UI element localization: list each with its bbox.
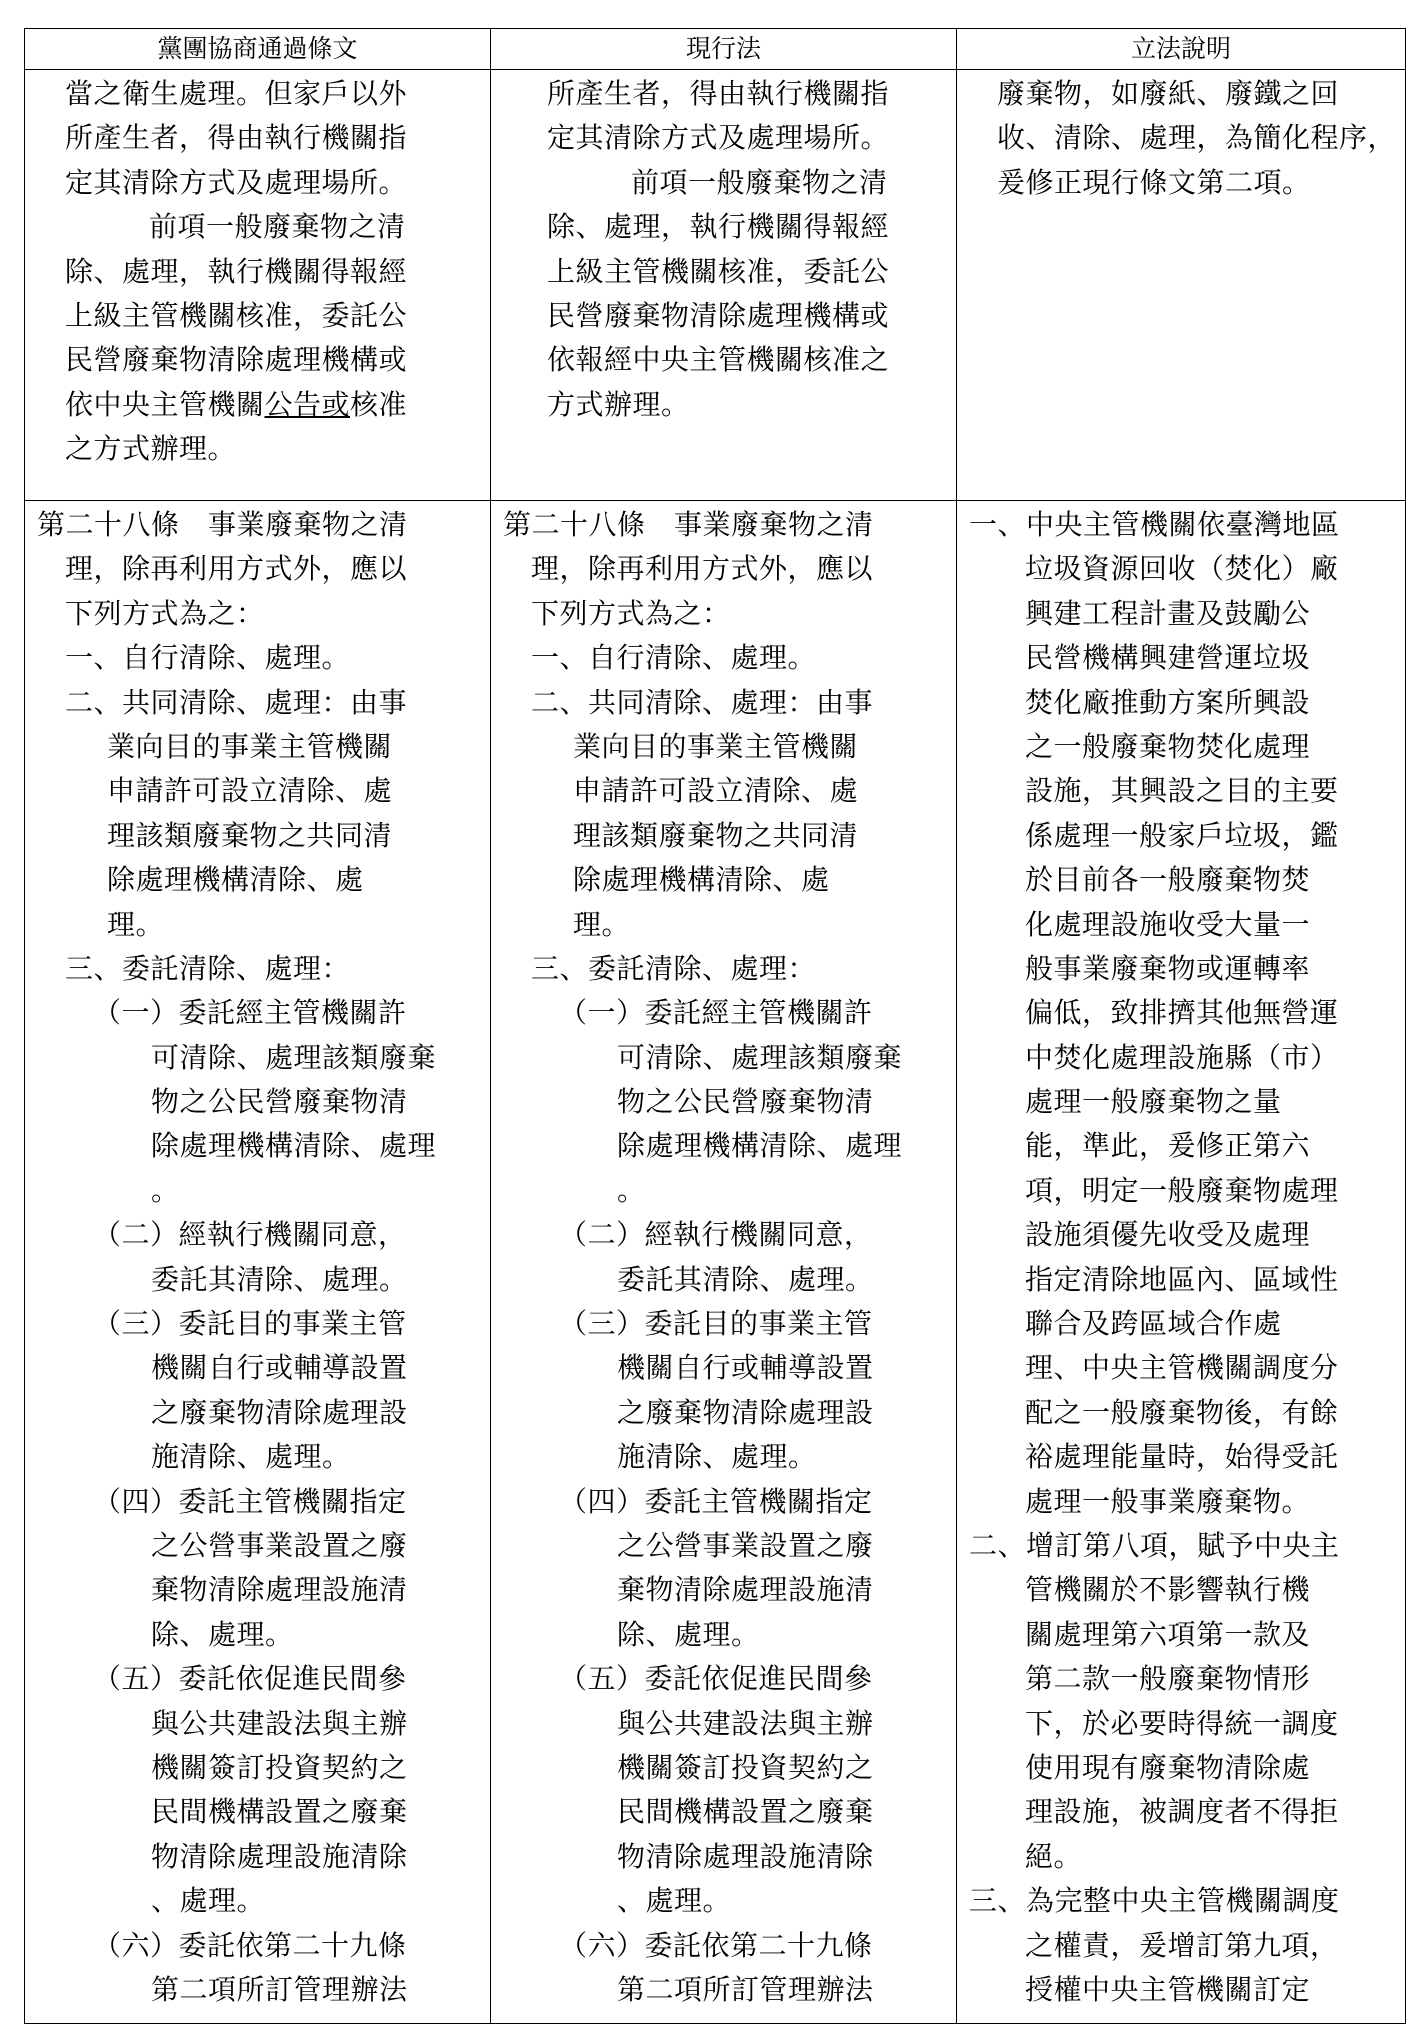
text-line: 於目前各一般廢棄物焚 <box>1025 863 1311 897</box>
text-line: 依報經中央主管機關核准之 <box>547 343 890 377</box>
text-line: （四）委託主管機關指定 <box>559 1484 873 1518</box>
text-line: 物之公民營廢棄物清 <box>151 1085 408 1119</box>
text-line: 一、中央主管機關依臺灣地區 <box>969 508 1340 541</box>
text-line: 機關簽訂投資契約之 <box>151 1750 408 1784</box>
cell-negotiated-text <box>25 501 491 2024</box>
text-line: 除處理機構清除、處 <box>107 863 364 897</box>
text-line: 委託其清除、處理。 <box>617 1262 874 1296</box>
text-line: 理、中央主管機關調度分 <box>1025 1351 1339 1385</box>
text-line: 業向目的事業主管機關 <box>573 729 859 763</box>
text-line: 下列方式為之： <box>531 596 731 630</box>
text-line: 之廢棄物清除處理設 <box>617 1395 874 1429</box>
text-line: 設施，其興設之目的主要 <box>1025 774 1339 808</box>
cell-negotiated-text <box>25 70 491 501</box>
text-line: 指定清除地區內、區域性 <box>1025 1262 1339 1296</box>
text-line: 除、處理。 <box>617 1617 760 1651</box>
text-line: （二）經執行機關同意， <box>93 1218 407 1252</box>
text-line: 上級主管機關核准，委託公 <box>65 298 408 332</box>
text-line: 物清除處理設施清除 <box>617 1839 874 1873</box>
text-line: 聯合及跨區域合作處 <box>1025 1307 1282 1341</box>
text-line: 二、共同清除、處理：由事 <box>65 685 408 719</box>
text-line: 焚化廠推動方案所興設 <box>1025 685 1311 719</box>
text-line: 三、為完整中央主管機關調度 <box>969 1884 1340 1918</box>
text-line <box>37 383 480 427</box>
text-line: 施清除、處理。 <box>617 1440 817 1474</box>
text-line: 民營廢棄物清除處理機構或 <box>65 343 408 377</box>
text-line: 所產生者，得由執行機關指 <box>65 121 408 155</box>
text-line: 理設施，被調度者不得拒 <box>1025 1795 1339 1829</box>
text-line: 下列方式為之： <box>65 596 265 630</box>
text-line: 一、自行清除、處理。 <box>531 641 817 675</box>
text-line: 第二款一般廢棄物情形 <box>1025 1662 1311 1696</box>
text-line: 上級主管機關核准，委託公 <box>547 254 890 288</box>
text-line: 機關簽訂投資契約之 <box>617 1750 874 1784</box>
text-line: 物之公民營廢棄物清 <box>617 1085 874 1119</box>
text-line: 關處理第六項第一款及 <box>1025 1617 1311 1651</box>
text-line: 除處理機構清除、處 <box>573 863 830 897</box>
text-line: 業向目的事業主管機關 <box>107 729 393 763</box>
text-line: 前項一般廢棄物之清 <box>149 210 406 244</box>
text-line: 偏低，致排擠其他無營運 <box>1025 996 1339 1030</box>
text-line: 所產生者，得由執行機關指 <box>547 77 890 110</box>
text-line: 機關自行或輔導設置 <box>617 1351 874 1385</box>
text-line: 物清除處理設施清除 <box>151 1839 408 1873</box>
text-line: 三、委託清除、處理： <box>531 951 817 985</box>
text-line: 二、增訂第八項，賦予中央主 <box>969 1528 1340 1562</box>
text-line: 第二項所訂管理辦法 <box>151 1972 408 2006</box>
text-line: 項，明定一般廢棄物處理 <box>1025 1173 1339 1207</box>
text-line: 收、清除、處理，為簡化程序， <box>997 121 1397 155</box>
text-line: 之權責，爰增訂第九項， <box>1025 1928 1339 1962</box>
text-line: 、處理。 <box>151 1884 266 1918</box>
text-line: 第二十八條 事業廢棄物之清 <box>37 508 408 541</box>
text-line: 與公共建設法與主辦 <box>617 1706 874 1740</box>
cell-explanation <box>957 501 1406 2024</box>
text-line: 之廢棄物清除處理設 <box>151 1395 408 1429</box>
text-line: 方式辦理。 <box>547 387 690 421</box>
text-line: 理該類廢棄物之共同清 <box>573 818 859 852</box>
cell-current-law <box>491 70 957 501</box>
text-line: 理。 <box>573 907 631 941</box>
text-line: 爰修正現行條文第二項。 <box>997 165 1311 199</box>
text-line: 定其清除方式及處理場所。 <box>547 121 890 155</box>
text-line: 中焚化處理設施縣（市） <box>1025 1040 1339 1074</box>
text-line: 除、處理。 <box>151 1617 294 1651</box>
text-line: 廢棄物，如廢紙、廢鐵之回 <box>997 77 1340 110</box>
text-line: 前項一般廢棄物之清 <box>631 165 888 199</box>
text-line: 定其清除方式及處理場所。 <box>65 165 408 199</box>
text-line: 除處理機構清除、處理 <box>617 1129 903 1163</box>
header-explanation: 立法說明 <box>957 29 1406 70</box>
comparison-table <box>24 28 1406 2024</box>
text-line: 化處理設施收受大量一 <box>1025 907 1311 941</box>
text-line: 棄物清除處理設施清 <box>617 1573 874 1607</box>
text-line: 民間機構設置之廢棄 <box>151 1795 408 1829</box>
text-line: 二、共同清除、處理：由事 <box>531 685 874 719</box>
cell-explanation <box>957 70 1406 501</box>
text-line: （一）委託經主管機關許 <box>559 996 873 1030</box>
text-line: 與公共建設法與主辦 <box>151 1706 408 1740</box>
text-line: 之公營事業設置之廢 <box>617 1528 874 1562</box>
text-line: 民營廢棄物清除處理機構或 <box>547 298 890 332</box>
table-row <box>25 501 1406 2024</box>
text-line: （四）委託主管機關指定 <box>93 1484 407 1518</box>
text-line: 裕處理能量時，始得受託 <box>1025 1440 1339 1474</box>
text-line: 申請許可設立清除、處 <box>107 774 393 808</box>
text-line: （六）委託依第二十九條 <box>93 1928 407 1962</box>
underlined-amendment: 公告或 <box>264 387 351 421</box>
text-fragment: 核准 <box>350 387 408 421</box>
text-line: 第二項所訂管理辦法 <box>617 1972 874 2006</box>
text-line: 除、處理，執行機關得報經 <box>547 210 890 244</box>
header-negotiated-text: 黨團協商通過條文 <box>25 29 491 70</box>
text-line: 理。 <box>107 907 165 941</box>
header-current-law: 現行法 <box>491 29 957 70</box>
text-line: 處理一般廢棄物之量 <box>1025 1085 1282 1119</box>
text-line: 。 <box>151 1173 180 1207</box>
text-line: 一、自行清除、處理。 <box>65 641 351 675</box>
text-line: 第二十八條 事業廢棄物之清 <box>503 508 874 541</box>
text-line: 係處理一般家戶垃圾，鑑 <box>1025 818 1339 852</box>
text-line: （二）經執行機關同意， <box>559 1218 873 1252</box>
text-line: 施清除、處理。 <box>151 1440 351 1474</box>
text-line: 棄物清除處理設施清 <box>151 1573 408 1607</box>
text-line: 民間機構設置之廢棄 <box>617 1795 874 1829</box>
text-line: 申請許可設立清除、處 <box>573 774 859 808</box>
text-line: 絕。 <box>1025 1839 1083 1873</box>
text-line: 之方式辦理。 <box>65 432 237 466</box>
text-line: （六）委託依第二十九條 <box>559 1928 873 1962</box>
text-line: 理，除再利用方式外，應以 <box>65 552 408 586</box>
text-line: 除、處理，執行機關得報經 <box>65 254 408 288</box>
text-fragment: 依中央主管機關 <box>65 387 265 421</box>
text-line: 三、委託清除、處理： <box>65 951 351 985</box>
text-line: 能，準此，爰修正第六 <box>1025 1129 1311 1163</box>
text-line: 授權中央主管機關訂定 <box>1025 1972 1311 2006</box>
text-line: 之一般廢棄物焚化處理 <box>1025 729 1311 763</box>
text-line: 可清除、處理該類廢棄 <box>617 1040 903 1074</box>
text-line: 、處理。 <box>617 1884 732 1918</box>
cell-current-law <box>491 501 957 2024</box>
text-line: 可清除、處理該類廢棄 <box>151 1040 437 1074</box>
text-line: 理，除再利用方式外，應以 <box>531 552 874 586</box>
text-line: 之公營事業設置之廢 <box>151 1528 408 1562</box>
text-line: 興建工程計畫及鼓勵公 <box>1025 596 1311 630</box>
text-line: 當之衛生處理。但家戶以外 <box>65 77 408 110</box>
text-line: 機關自行或輔導設置 <box>151 1351 408 1385</box>
text-line: 配之一般廢棄物後，有餘 <box>1025 1395 1339 1429</box>
text-line: 垃圾資源回收（焚化）廠 <box>1025 552 1339 586</box>
text-line: 民營機構興建營運垃圾 <box>1025 641 1311 675</box>
text-line: （五）委託依促進民間參 <box>93 1662 407 1696</box>
text-line: 。 <box>617 1173 646 1207</box>
text-line: 使用現有廢棄物清除處 <box>1025 1750 1311 1784</box>
text-line: 管機關於不影響執行機 <box>1025 1573 1311 1607</box>
text-line: 般事業廢棄物或運轉率 <box>1025 951 1311 985</box>
text-line: 下，於必要時得統一調度 <box>1025 1706 1339 1740</box>
text-line: 除處理機構清除、處理 <box>151 1129 437 1163</box>
text-line: （一）委託經主管機關許 <box>93 996 407 1030</box>
text-line: （五）委託依促進民間參 <box>559 1662 873 1696</box>
text-line: 委託其清除、處理。 <box>151 1262 408 1296</box>
text-line: 處理一般事業廢棄物。 <box>1025 1484 1311 1518</box>
text-line: （三）委託目的事業主管 <box>93 1307 407 1341</box>
table-row <box>25 70 1406 501</box>
header-row <box>25 29 1406 70</box>
text-line: 設施須優先收受及處理 <box>1025 1218 1311 1252</box>
text-line: 理該類廢棄物之共同清 <box>107 818 393 852</box>
text-line: （三）委託目的事業主管 <box>559 1307 873 1341</box>
